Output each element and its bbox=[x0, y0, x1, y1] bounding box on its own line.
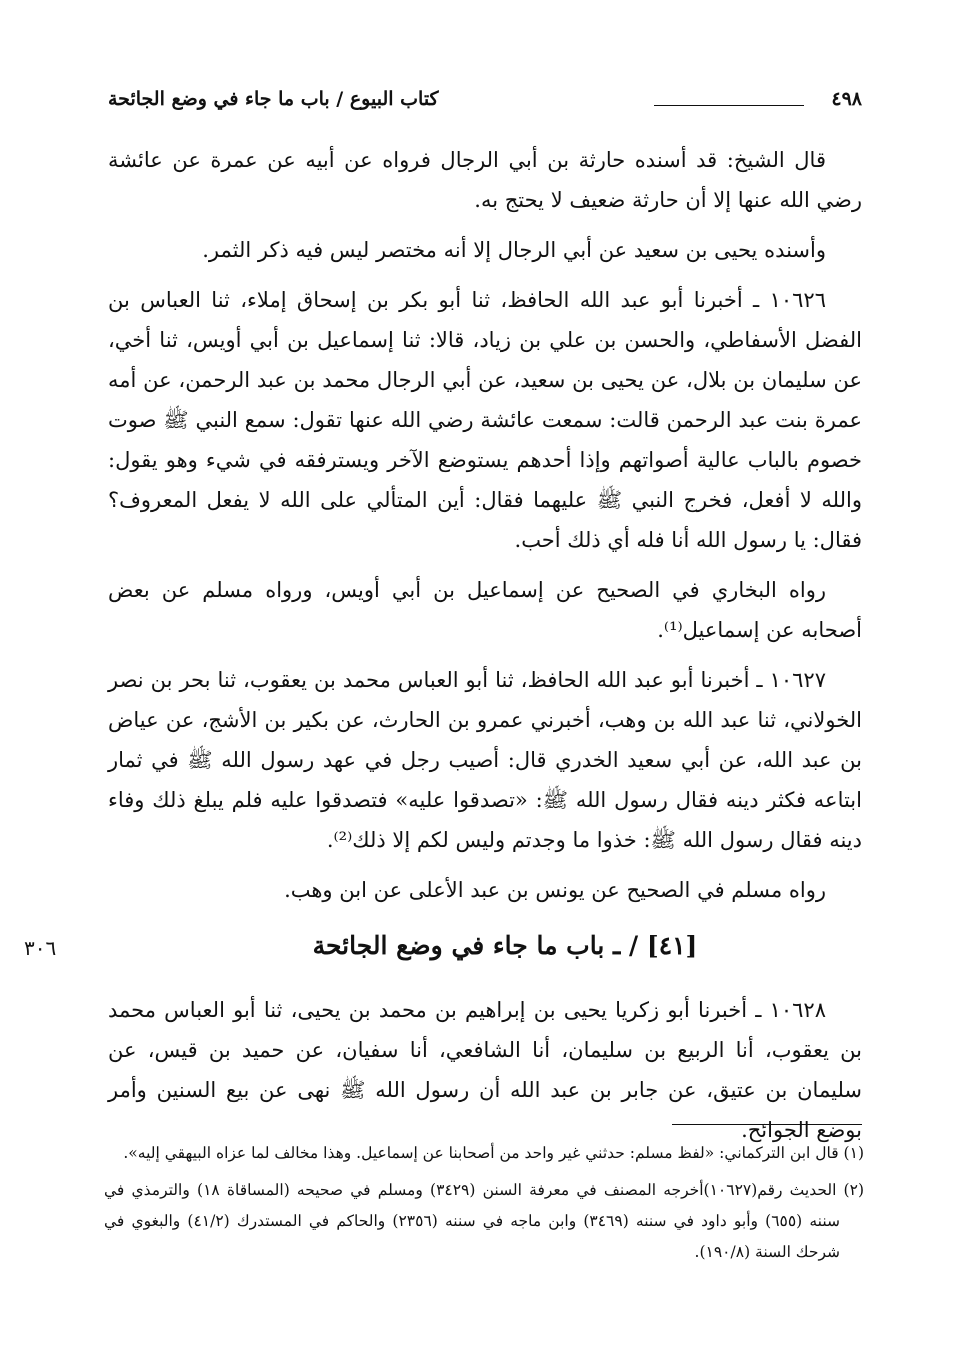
margin-page-number: ٣٠٦ bbox=[24, 936, 57, 960]
footnotes bbox=[104, 1138, 864, 1274]
paragraph: رواه البخاري في الصحيح عن إسماعيل بن أبي أويس، ورواه مسلم عن بعض أصحابه عن إسماعيل⁽¹⁾. bbox=[108, 578, 862, 642]
footnote-rule bbox=[672, 1124, 862, 1125]
section-heading: [٤١] / ـ باب ما جاء في وضع الجائحة bbox=[312, 931, 698, 960]
footnote-1: (١) قال ابن التركماني: «لفظ مسلم: حدثني غير واحد من أصحابنا عن إسماعيل. وهذا مخالف لما عزاه البيهقي إليه». bbox=[123, 1144, 864, 1162]
paragraph: قال الشيخ: قد أسنده حارثة بن أبي الرجال فرواه عن أبيه عن عمرة عن عائشة رضي الله عنها إلا أن حارثة ضعيف لا يحتج به. bbox=[108, 148, 862, 212]
footnote-2: (٢) الحديث رقم(١٠٦٢٧)أخرجه المصنف في معرفة السنن (٣٤٢٩) ومسلم في صحيحه (المساقاة ١٨) والترمذي في سننه (٦٥٥) وأبو داود في سننه (٣٤٦٩) وابن ماجه في سننه (٢٣٥٦) والحاكم في المستدرك (٤١/٢) والبغوي في شرحك السنة (١٩٠/٨). bbox=[104, 1181, 864, 1261]
paragraph: رواه مسلم في الصحيح عن يونس بن عبد الأعلى عن ابن وهب. bbox=[284, 878, 826, 902]
hadith-10628: ١٠٦٢٨ ـ أخبرنا أبو زكريا يحيى بن إبراهيم بن محمد بن يحيى، ثنا أبو العباس محمد بن يعقوب، أنا الربيع بن سليمان، أنا الشافعي، أنا سفيان، عن حميد بن قيس، عن سليمان بن عتيق، عن جابر بن عبد الله أن رسول الله ﷺ نهى عن بيع السنين وأمر بوضع الجوائح. bbox=[108, 998, 862, 1142]
header-rule bbox=[654, 105, 804, 106]
hadith-10626: ١٠٦٢٦ ـ أخبرنا أبو عبد الله الحافظ، ثنا أبو بكر بن إسحاق إملاء، ثنا العباس بن الفضل الأسفاطي، والحسن بن علي بن زياد، قالا: ثنا إسماعيل بن أبي أويس، ثنا أخي، عن سليمان بن بلال، عن يحيى بن سعيد، عن أبي الرجال محمد بن عبد الرحمن، عن أمه عمرة بنت عبد الرحمن قالت: سمعت عائشة رضي الله عنها تقول: سمع النبي ﷺ صوت خصوم بالباب عالية أصواتهم وإذا أحدهم يستوضع الآخر ويسترفقه في شيء وهو يقول: والله لا أفعل، فخرج النبي ﷺ عليهما فقال: أين المتألي على الله لا يفعل المعروف؟ فقال: يا رسول الله أنا فله أي ذلك أحب. bbox=[108, 288, 862, 552]
running-header bbox=[108, 88, 862, 114]
main-text bbox=[24, 140, 862, 1160]
section bbox=[24, 922, 862, 978]
running-title: كتاب البيوع / باب ما جاء في وضع الجائحة bbox=[108, 88, 439, 110]
paragraph: وأسنده يحيى بن سعيد عن أبي الرجال إلا أنه مختصر ليس فيه ذكر الثمر. bbox=[202, 238, 826, 262]
page-number: ٤٩٨ bbox=[831, 88, 862, 110]
hadith-10627: ١٠٦٢٧ ـ أخبرنا أبو عبد الله الحافظ، ثنا أبو العباس محمد بن يعقوب، ثنا بحر بن نصر الخولاني، ثنا عبد الله بن وهب، أخبرني عمرو بن الحارث، عن بكير بن الأشج، عن عياض بن عبد الله، عن أبي سعيد الخدري قال: أصيب رجل في عهد رسول الله ﷺ في ثمار ابتاعه فكثر دينه فقال رسول الله ﷺ: «تصدقوا عليه» فتصدقوا عليه فلم يبلغ ذلك وفاء دينه فقال رسول الله ﷺ: خذوا ما وجدتم وليس لكم إلا ذلك⁽²⁾. bbox=[108, 668, 862, 852]
